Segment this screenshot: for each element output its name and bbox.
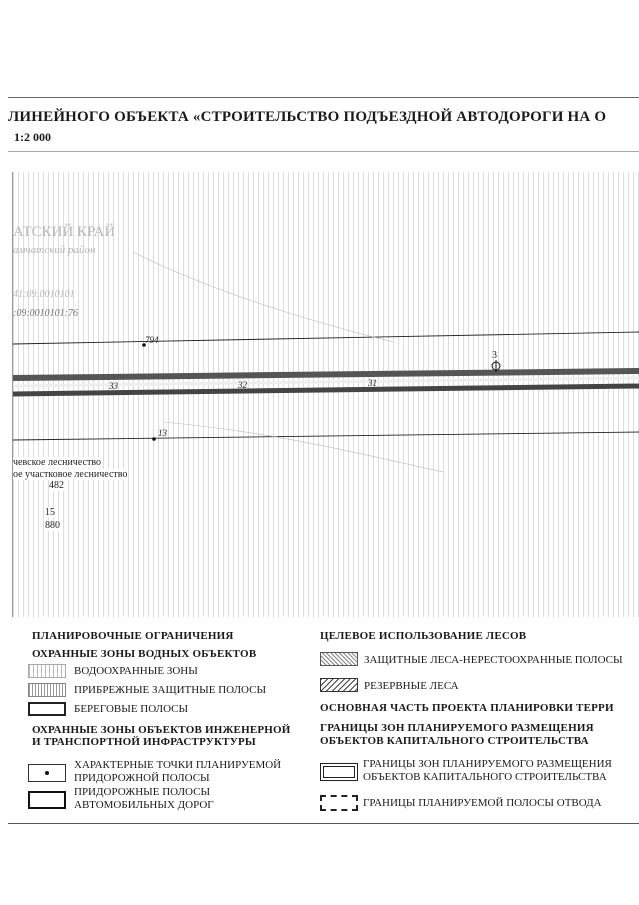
vydel-number: 15 — [45, 507, 55, 518]
zone-boundary-swatch — [320, 763, 358, 781]
legend-heading-forest-use: ЦЕЛЕВОЕ ИСПОЛЬЗОВАНИЕ ЛЕСОВ — [320, 630, 527, 642]
legend-item-roadside: ПРИДОРОЖНЫЕ ПОЛОСЫ — [74, 786, 211, 798]
legend-item-zones-2: ОБЪЕКТОВ КАПИТАЛЬНОГО СТРОИТЕЛЬСТВА — [363, 771, 607, 783]
legend-item-shore-strip: БЕРЕГОВЫЕ ПОЛОСЫ — [74, 703, 189, 715]
protective-forest-swatch — [320, 652, 358, 666]
bottom-rule — [8, 823, 639, 824]
legend-heading-restrictions: ПЛАНИРОВОЧНЫЕ ОГРАНИЧЕНИЯ — [32, 630, 234, 642]
station-label: 3 — [492, 350, 497, 361]
picket-label: 31 — [368, 378, 377, 388]
forestry-label: ое участковое лесничество — [13, 469, 128, 480]
point-dot-icon — [45, 771, 49, 775]
reserve-forest-swatch — [320, 678, 358, 692]
legend-heading-zones-2: ОБЪЕКТОВ КАПИТАЛЬНОГО СТРОИТЕЛЬСТВА — [320, 735, 589, 747]
legend-item-reserve-forest: РЕЗЕРВНЫЕ ЛЕСА — [364, 680, 459, 692]
map-scale: 1:2 000 — [14, 130, 51, 144]
point-label: 794 — [145, 335, 159, 345]
legend-item-water-protection: ВОДООХРАННЫЕ ЗОНЫ — [74, 665, 198, 677]
forestry-label: чевское лесничество — [13, 457, 101, 468]
region-label: АТСКИЙ КРАЙ — [13, 224, 116, 240]
legend-heading-infra: ОХРАННЫЕ ЗОНЫ ОБЪЕКТОВ ИНЖЕНЕРНОЙ — [32, 724, 291, 736]
allotment-boundary-swatch — [320, 795, 358, 811]
water-protection-swatch — [28, 664, 66, 678]
top-rule-2 — [8, 151, 639, 152]
cadastre-label-2: :09:0010101:76 — [13, 308, 78, 319]
legend-item-allotment: ГРАНИЦЫ ПЛАНИРУЕМОЙ ПОЛОСЫ ОТВОДА — [363, 797, 602, 809]
legend-item-roadside-2: АВТОМОБИЛЬНЫХ ДОРОГ — [74, 799, 214, 811]
legend-item-protective-forest: ЗАЩИТНЫЕ ЛЕСА-НЕРЕСТООХРАННЫЕ ПОЛОСЫ — [364, 654, 623, 666]
quarter-number: 482 — [49, 480, 64, 491]
point-marker — [152, 437, 156, 441]
legend-heading-zones: ГРАНИЦЫ ЗОН ПЛАНИРУЕМОГО РАЗМЕЩЕНИЯ — [320, 722, 594, 734]
coastal-protective-swatch — [28, 683, 66, 697]
top-rule — [8, 97, 639, 98]
legend-item-points: ХАРАКТЕРНЫЕ ТОЧКИ ПЛАНИРУЕМОЙ — [74, 759, 282, 771]
legend-item-points-2: ПРИДОРОЖНОЙ ПОЛОСЫ — [74, 772, 210, 784]
picket-label: 32 — [238, 380, 247, 390]
legend-heading-water: ОХРАННЫЕ ЗОНЫ ВОДНЫХ ОБЪЕКТОВ — [32, 648, 257, 660]
legend-heading-main-part: ОСНОВНАЯ ЧАСТЬ ПРОЕКТА ПЛАНИРОВКИ ТЕРРИ — [320, 702, 614, 714]
district-label: амчатский район — [13, 244, 96, 256]
cadastre-label-1: 41:09:0010101 — [13, 289, 75, 300]
map-area — [12, 172, 639, 617]
point-label: 13 — [158, 428, 167, 438]
legend-heading-infra-2: И ТРАНСПОРТНОЙ ИНФРАСТРУКТУРЫ — [32, 736, 256, 748]
shore-strip-swatch — [28, 702, 66, 716]
legend-item-coastal-protective: ПРИБРЕЖНЫЕ ЗАЩИТНЫЕ ПОЛОСЫ — [74, 684, 267, 696]
area-value: 880 — [45, 520, 60, 531]
picket-label: 33 — [109, 381, 118, 391]
sheet-title: ЛИНЕЙНОГО ОБЪЕКТА «СТРОИТЕЛЬСТВО ПОДЪЕЗДНОЙ АВТОДОРОГИ НА О — [8, 109, 607, 125]
legend-item-zones: ГРАНИЦЫ ЗОН ПЛАНИРУЕМОГО РАЗМЕЩЕНИЯ — [363, 758, 612, 770]
roadside-strip-swatch — [28, 791, 66, 809]
